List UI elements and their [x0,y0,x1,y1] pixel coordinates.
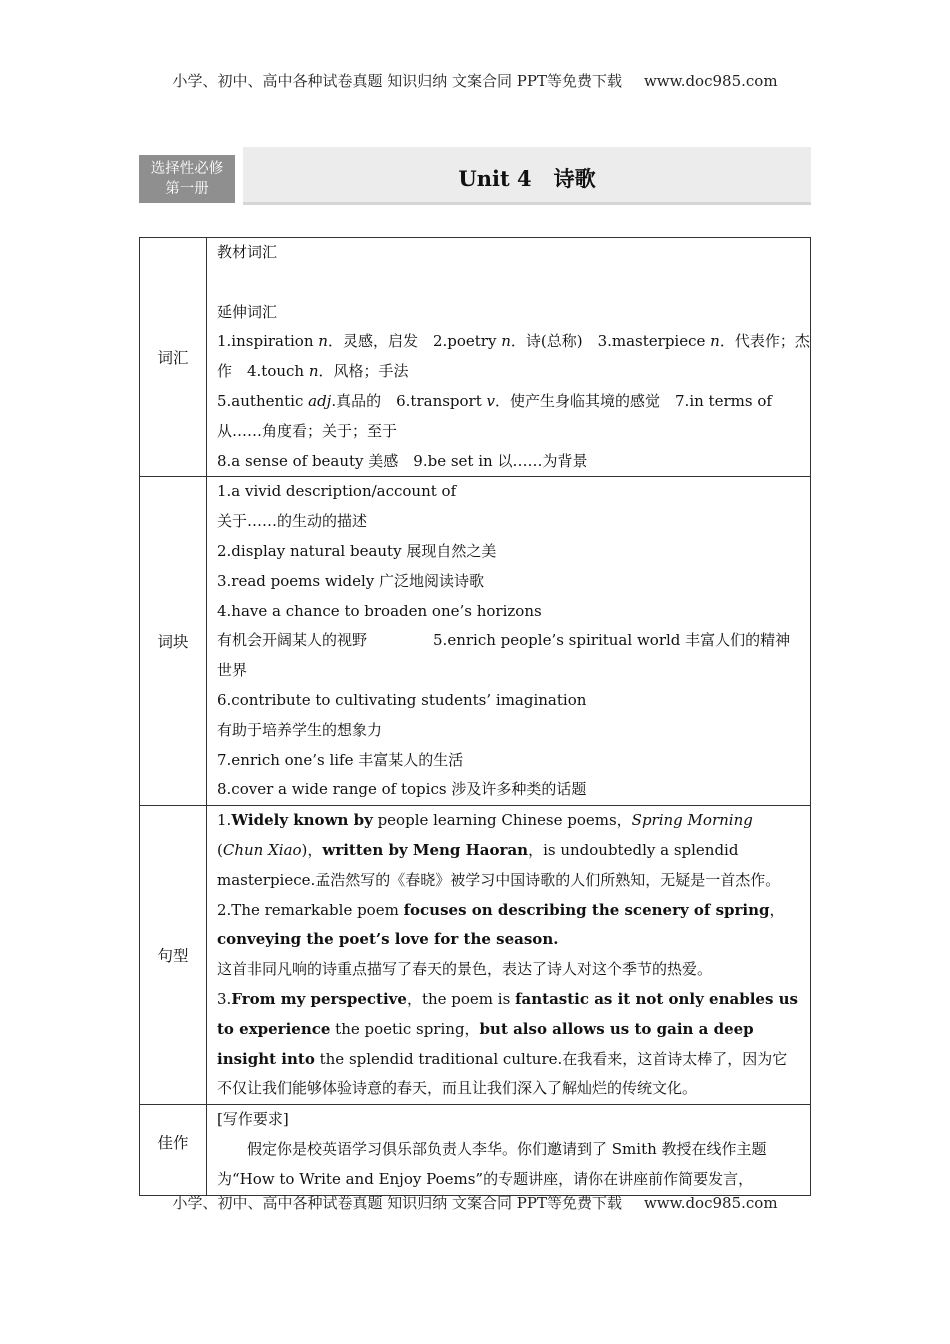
pattern-sentence-1: 1.Widely known by people learning Chinese poems，Spring Morning (Chun Xiao)，written by Meng Haoran，is undoubtedly a splendid masterpiece.孟浩然写的《春晓》被学习中国诗歌的人们所熟知，无疑是一首杰作。 [217,811,781,889]
writing-row [140,1105,811,1195]
chunk-line-9: 有助于培养学生的想象力 [217,720,383,739]
chunks-label: 词块 [140,477,207,806]
writing-label: 佳作 [140,1105,207,1195]
unit-topic: 诗歌 [553,166,596,191]
chunk-line-11: 8.cover a wide range of topics 涉及许多种类的话题 [217,780,587,799]
patterns-label: 句型 [140,806,207,1105]
patterns-row [140,806,811,1105]
footer-text: 小学、初中、高中各种试卷真题 知识归纳 文案合同 PPT等免费下载 [172,1194,622,1212]
chunk-line-5: 4.have a chance to broaden one’s horizons [217,601,542,620]
book-badge [139,155,235,203]
vocab-heading-extended: 延伸词汇 [217,302,278,321]
unit-banner [139,143,811,215]
chunk-line-10: 7.enrich one’s life 丰富某人的生活 [217,750,464,769]
header-text: 小学、初中、高中各种试卷真题 知识归纳 文案合同 PPT等免费下载 [172,72,622,90]
vocab-line-1: 1.inspiration n．灵感，启发 2.poetry n．诗(总称) 3.masterpiece n．代表作；杰 [217,332,810,351]
writing-prompt: 假定你是校英语学习俱乐部负责人李华。你们邀请到了 Smith 教授在线作主题为“How to Write and Enjoy Poems”的专题讲座，请你在讲座前作简要发言， [217,1139,767,1188]
vocab-row [140,238,811,477]
vocab-label: 词汇 [140,238,207,477]
unit-title-bar [243,147,811,205]
vocab-content [207,238,811,477]
page-footer [0,1192,950,1213]
pattern-sentence-2-cn: 这首非同凡响的诗重点描写了春天的景色，表达了诗人对这个季节的热爱。 [217,960,713,979]
chunk-line-8: 6.contribute to cultivating students’ imagination [217,690,587,709]
pattern-sentence-3: 3.From my perspective，the poem is fantastic as it not only enables us to experience the poetic spring，but also allows us to gain a deep insight into the splendid traditional culture.在我看来，这首诗太棒了，因为它不仅让我们能够体验诗意的春天，而且让我们深入了解灿烂的传统文化。 [217,989,798,1098]
writing-content [207,1105,811,1195]
footer-site[interactable]: www.doc985.com [643,1194,778,1212]
chunk-line-2: 关于……的生动的描述 [217,512,368,531]
chunks-content [207,477,811,806]
chunk-line-7: 世界 [217,661,248,680]
unit-number: Unit 4 [458,166,532,191]
chunk-line-3: 2.display natural beauty 展现自然之美 [217,541,497,560]
writing-requirement-heading: [写作要求] [217,1110,289,1129]
summary-table [139,237,811,1196]
patterns-content [207,806,811,1105]
pattern-sentence-2: 2.The remarkable poem focuses on describing the scenery of spring，conveying the poet’s love for the season. [217,900,785,949]
chunk-line-6: 有机会开阔某人的视野 5.enrich people’s spiritual world 丰富人们的精神 [217,631,791,650]
badge-line2: 第一册 [165,181,209,197]
vocab-line-5: 8.a sense of beauty 美感 9.be set in 以……为背景 [217,451,588,470]
chunks-row [140,477,811,806]
chunk-line-1: 1.a vivid description/account of [217,482,457,501]
header-site[interactable]: www.doc985.com [643,72,778,90]
unit-title [243,163,811,193]
badge-line1: 选择性必修 [150,161,224,177]
chunk-line-4: 3.read poems widely 广泛地阅读诗歌 [217,571,485,590]
vocab-line-4: 从……角度看；关于；至于 [217,421,398,440]
page-header [0,70,950,91]
vocab-heading-textbook: 教材词汇 [217,243,278,261]
vocab-line-3: 5.authentic adj.真品的 6.transport v．使产生身临其境的感觉 7.in terms of [217,391,772,410]
vocab-line-2: 作 4.touch n．风格；手法 [217,362,409,381]
